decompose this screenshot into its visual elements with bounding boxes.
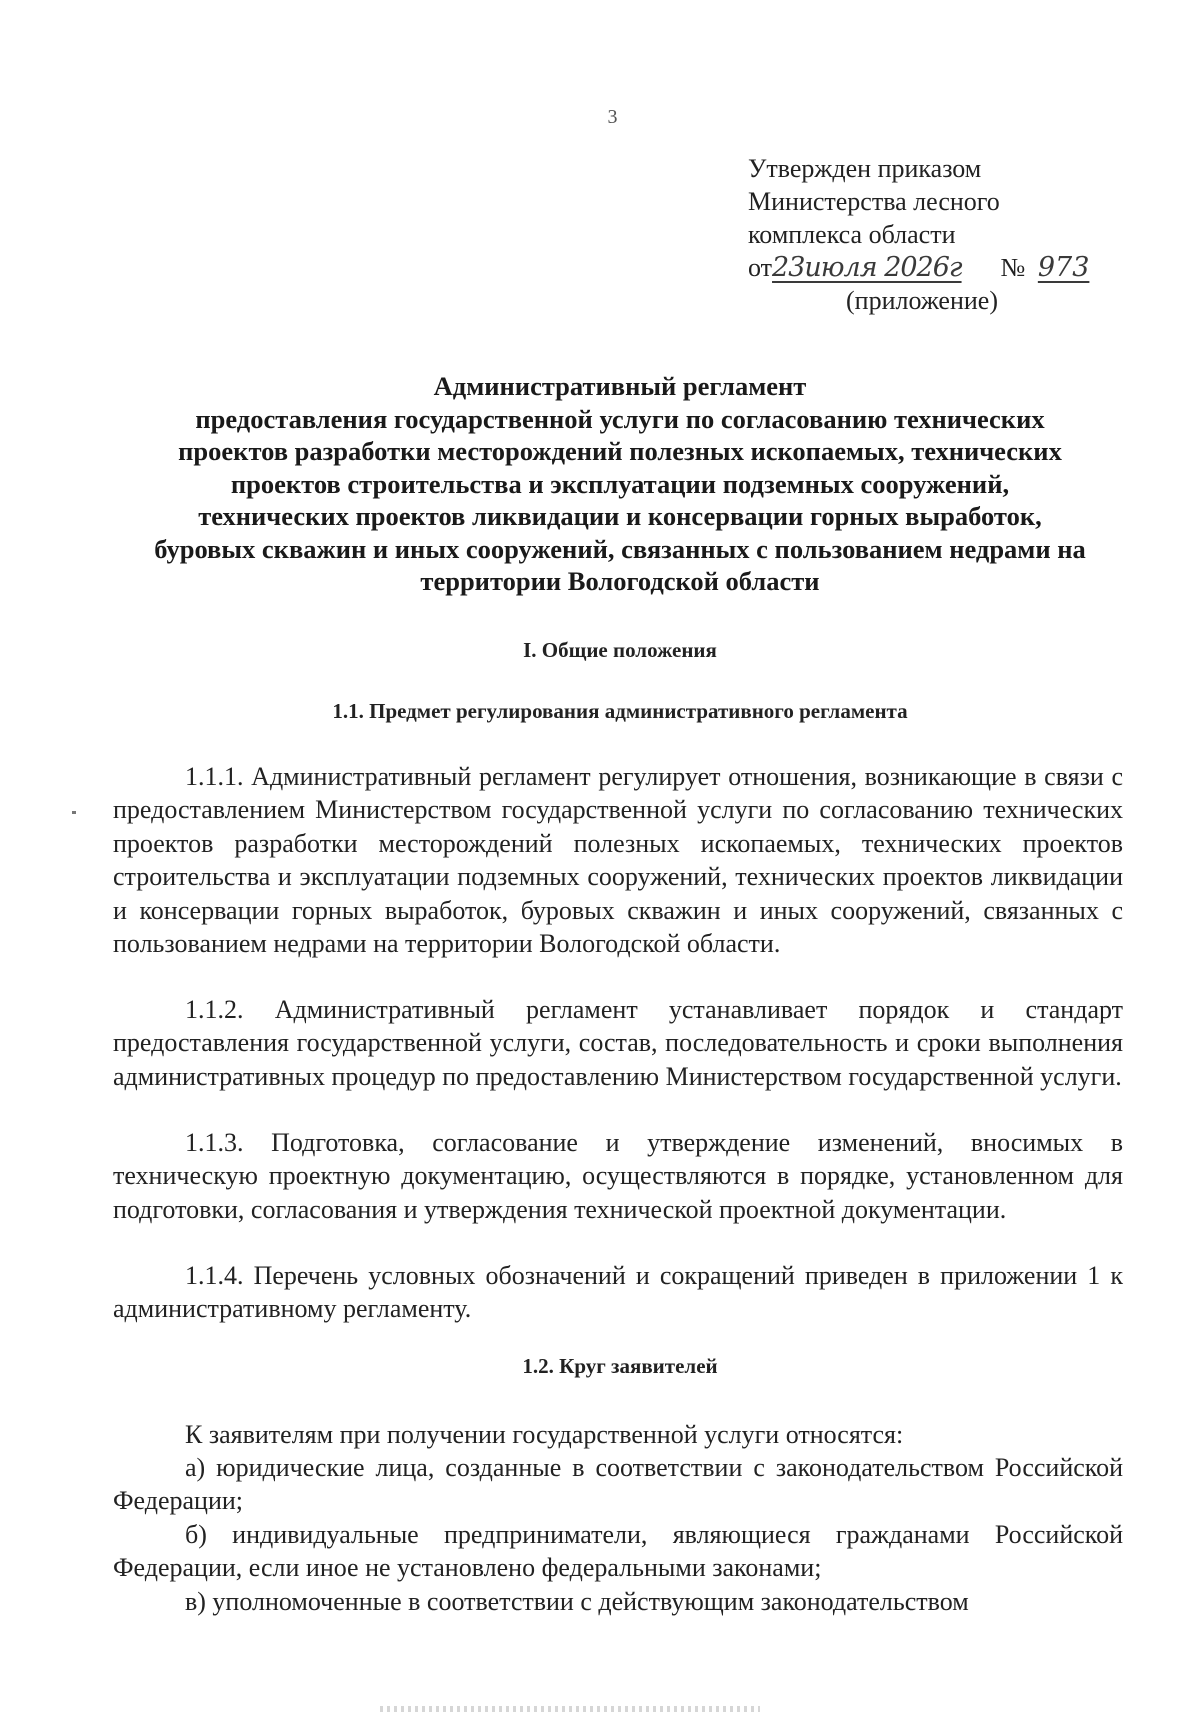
title-line-7: территории Вологодской области: [420, 566, 820, 596]
title-line-6: буровых скважин и иных сооружений, связанных с пользованием недрами на: [154, 533, 1086, 564]
number-label: №: [1000, 253, 1026, 282]
subsection-heading-1-1: 1.1. Предмет регулирования административного регламента: [332, 699, 908, 723]
scan-artifact: [380, 1706, 760, 1712]
section-heading-general: I. Общие положения: [523, 638, 717, 662]
approval-line-1: Утвержден приказом: [748, 154, 982, 183]
paragraph-1-1-3: 1.1.3. Подготовка, согласование и утверждение изменений, вносимых в техническую проектную документацию, осуществляются в порядке, установленном для подготовки, согласования и утверждения технической проектной документации.: [113, 1128, 1123, 1224]
applicants-intro: К заявителям при получении государственной услуги относятся:: [185, 1420, 904, 1449]
subsection-heading-1-2: 1.2. Круг заявителей: [522, 1354, 718, 1378]
paragraph-1-1-4: 1.1.4. Перечень условных обозначений и сокращений приведен в приложении 1 к административному регламенту.: [113, 1261, 1123, 1324]
title-line-1: Административный регламент: [433, 371, 807, 401]
paragraph-1-1-1: 1.1.1. Административный регламент регулирует отношения, возникающие в связи с предоставлением Министерством государственной услуги по согласованию технических проектов разработки месторождений полезных ископаемых, технических проектов строительства и эксплуатации подземных сооружений, технических проектов ликвидации и консервации горных выработок, буровых скважин и иных сооружений, связанных с пользованием недрами на территории Вологодской области.: [113, 762, 1123, 959]
title-line-2: предоставления государственной услуги по согласованию технических: [195, 403, 1045, 434]
handwritten-number: 973: [1037, 252, 1090, 283]
paragraph-1-1-2: 1.1.2. Административный регламент устанавливает порядок и стандарт предоставления государственной услуги, состав, последовательность и сроки выполнения административных процедур по предоставлению Министерством государственной услуги.: [113, 995, 1123, 1091]
document-title: [100, 370, 1140, 598]
approval-line-2: Министерства лесного: [748, 187, 1000, 216]
title-line-4: проектов строительства и эксплуатации подземных сооружений,: [230, 468, 1010, 499]
page-number: 3: [607, 106, 618, 128]
approval-stamp-block: [748, 152, 1102, 317]
handwritten-date: 23июля 2026г: [772, 252, 962, 283]
applicant-item-a: а) юридические лица, созданные в соответствии с законодательством Российской Федерации;: [113, 1453, 1123, 1516]
annex-label: (приложение): [846, 286, 999, 315]
approval-line-3: комплекса области: [748, 220, 956, 249]
approval-date-line: [748, 251, 1102, 284]
applicant-item-c: в) уполномоченные в соответствии с действующим законодательством: [185, 1587, 969, 1616]
title-line-5: технических проектов ликвидации и консервации горных выработок,: [198, 501, 1042, 531]
date-prefix: от: [748, 253, 773, 282]
margin-mark: [72, 811, 76, 814]
applicant-item-b: б) индивидуальные предприниматели, являющиеся гражданами Российской Федерации, если иное не установлено федеральными законами;: [113, 1520, 1123, 1583]
title-line-3: проектов разработки месторождений полезных ископаемых, технических: [178, 436, 1062, 466]
